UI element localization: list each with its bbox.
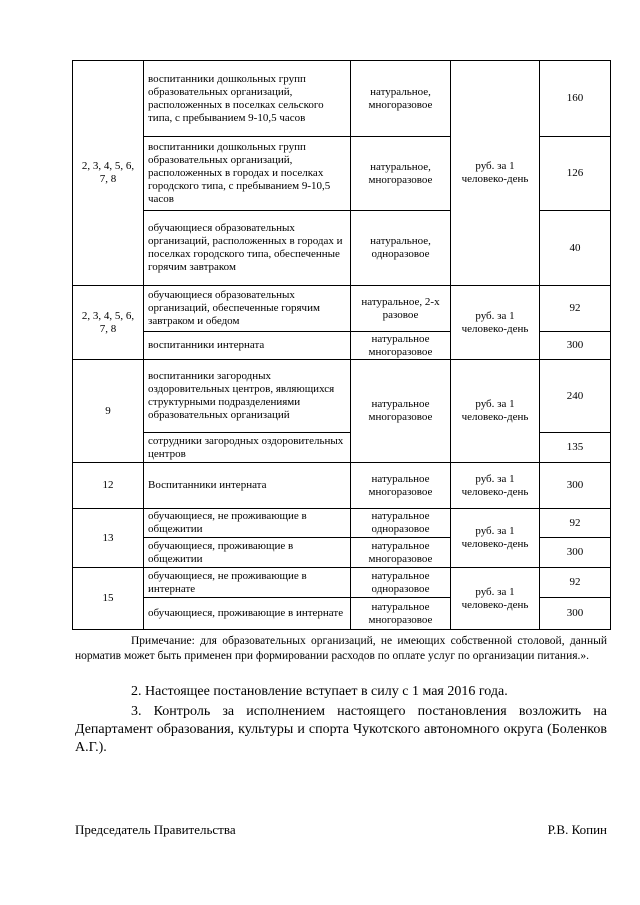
paragraph-effective-date: 2. Настоящее постановление вступает в силу с 1 мая 2016 года.	[131, 684, 508, 699]
points-cell: 13	[73, 509, 144, 568]
category-cell: воспитанники дошкольных групп образовательных организаций, расположенных в поселках сельского типа, с пребыванием 9-10,5 часов	[144, 61, 351, 137]
value-cell: 300	[540, 538, 611, 568]
table-row	[73, 568, 611, 598]
category-cell: воспитанники интерната	[144, 332, 351, 360]
signatory-position: Председатель Правительства	[75, 822, 236, 837]
points-cell: 12	[73, 463, 144, 509]
value-cell: 92	[540, 509, 611, 538]
table-row	[73, 463, 611, 509]
signatory-name: Р.В. Копин	[547, 822, 607, 837]
category-cell: воспитанники загородных оздоровительных центров, являющихся структурными подразделениями образовательных организаций	[144, 360, 351, 433]
signature-block	[75, 822, 607, 838]
type-cell: натуральное одноразовое	[351, 568, 451, 598]
type-cell: натуральное, одноразовое	[351, 211, 451, 286]
value-cell: 92	[540, 286, 611, 332]
unit-cell: руб. за 1 человеко-день	[451, 463, 540, 509]
value-cell: 240	[540, 360, 611, 433]
type-cell: натуральное многоразовое	[351, 538, 451, 568]
table-row	[73, 61, 611, 137]
points-cell: 2, 3, 4, 5, 6, 7, 8	[73, 286, 144, 360]
unit-cell: руб. за 1 человеко-день	[451, 61, 540, 286]
type-cell: натуральное, многоразовое	[351, 137, 451, 211]
type-cell: натуральное многоразовое	[351, 598, 451, 630]
category-cell: воспитанники дошкольных групп образовательных организаций, расположенных в городах и поселках городского типа, с пребыванием 9-10,5 часов	[144, 137, 351, 211]
category-cell: обучающиеся образовательных организаций, расположенных в городах и поселках городского типа, обеспеченные горячим завтраком	[144, 211, 351, 286]
value-cell: 40	[540, 211, 611, 286]
value-cell: 92	[540, 568, 611, 598]
paragraph-control: 3. Контроль за исполнением настоящего постановления возложить на Департамент образования, культуры и спорта Чукотского автономного округа (Боленков А.Г.).	[75, 704, 607, 755]
norms-table	[72, 60, 611, 630]
value-cell: 300	[540, 598, 611, 630]
category-cell: обучающиеся, не проживающие в интернате	[144, 568, 351, 598]
type-cell: натуральное, 2-х разовое	[351, 286, 451, 332]
points-cell: 2, 3, 4, 5, 6, 7, 8	[73, 61, 144, 286]
type-cell: натуральное многоразовое	[351, 360, 451, 463]
category-cell: обучающиеся образовательных организаций, обеспеченные горячим завтраком и обедом	[144, 286, 351, 332]
category-cell: обучающиеся, проживающие в общежитии	[144, 538, 351, 568]
table-row	[73, 360, 611, 433]
type-cell: натуральное, многоразовое	[351, 61, 451, 137]
unit-cell: руб. за 1 человеко-день	[451, 568, 540, 630]
type-cell: натуральное многоразовое	[351, 332, 451, 360]
value-cell: 135	[540, 433, 611, 463]
table-row	[73, 509, 611, 538]
unit-cell: руб. за 1 человеко-день	[451, 286, 540, 360]
category-cell: обучающиеся, не проживающие в общежитии	[144, 509, 351, 538]
type-cell: натуральное одноразовое	[351, 509, 451, 538]
value-cell: 126	[540, 137, 611, 211]
table-row	[73, 286, 611, 332]
value-cell: 160	[540, 61, 611, 137]
category-cell: Воспитанники интерната	[144, 463, 351, 509]
type-cell: натуральное многоразовое	[351, 463, 451, 509]
category-cell: обучающиеся, проживающие в интернате	[144, 598, 351, 630]
category-cell: сотрудники загородных оздоровительных центров	[144, 433, 351, 463]
table-note: Примечание: для образовательных организаций, не имеющих собственной столовой, данный норматив может быть применен при формировании расходов по оплате услуг по организации питания.».	[75, 635, 607, 662]
points-cell: 15	[73, 568, 144, 630]
points-cell: 9	[73, 360, 144, 463]
unit-cell: руб. за 1 человеко-день	[451, 360, 540, 463]
value-cell: 300	[540, 332, 611, 360]
value-cell: 300	[540, 463, 611, 509]
unit-cell: руб. за 1 человеко-день	[451, 509, 540, 568]
